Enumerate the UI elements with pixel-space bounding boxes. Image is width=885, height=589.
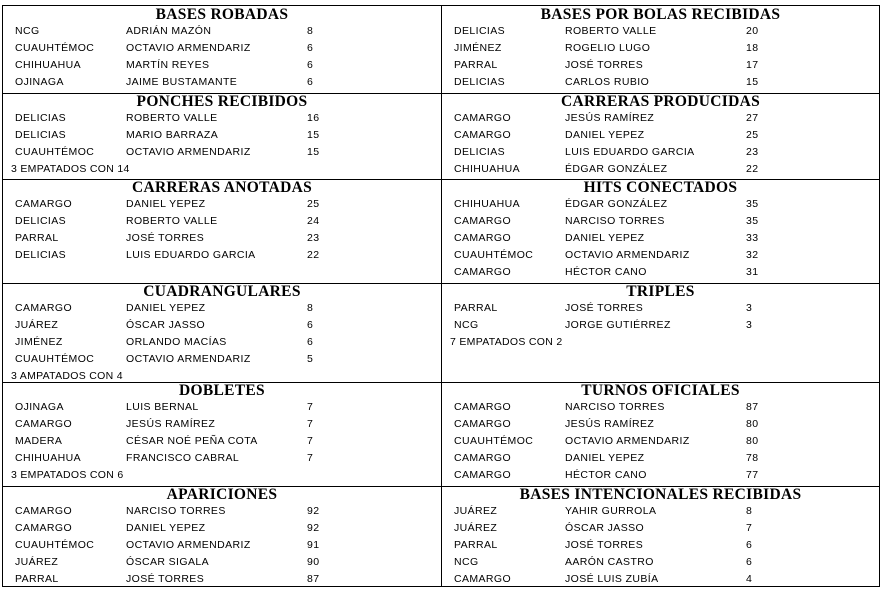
team-name: CAMARGO — [15, 522, 73, 534]
stat-value: 6 — [307, 59, 314, 71]
player-name: ÉDGAR GONZÁLEZ — [565, 198, 668, 210]
player-name: DANIEL YEPEZ — [565, 129, 645, 141]
team-name: OJINAGA — [15, 401, 64, 413]
team-name: CUAUHTÉMOC — [15, 146, 95, 158]
player-row — [442, 264, 879, 281]
player-row — [442, 433, 879, 450]
player-name: JOSÉ TORRES — [126, 573, 205, 585]
player-name: OCTAVIO ARMENDARIZ — [565, 435, 690, 447]
player-name: NARCISO TORRES — [565, 401, 665, 413]
stat-value: 7 — [307, 435, 314, 447]
stat-value: 18 — [746, 42, 759, 54]
player-name: DANIEL YEPEZ — [126, 302, 206, 314]
player-row — [3, 213, 441, 230]
section-ponches-recibidos — [3, 93, 441, 179]
stat-value: 7 — [307, 452, 314, 464]
section-triples — [442, 283, 879, 382]
team-name: NCG — [454, 556, 479, 568]
player-name: JESÚS RAMÍREZ — [565, 112, 655, 124]
stat-value: 6 — [746, 539, 753, 551]
player-name: JAIME BUSTAMANTE — [126, 76, 238, 88]
section-bases-robadas — [3, 6, 441, 93]
stat-value: 25 — [746, 129, 759, 141]
team-name: CAMARGO — [454, 469, 512, 481]
player-row — [442, 571, 879, 588]
player-name: ÉDGAR GONZÁLEZ — [565, 163, 668, 175]
player-name: JOSÉ TORRES — [126, 232, 205, 244]
section-title: TURNOS OFICIALES — [581, 382, 740, 399]
section-hits-conectados — [442, 179, 879, 283]
player-row — [442, 110, 879, 127]
team-name: DELICIAS — [15, 129, 67, 141]
stat-value: 35 — [746, 198, 759, 210]
player-name: ÓSCAR SIGALA — [126, 556, 209, 568]
player-row — [442, 127, 879, 144]
team-name: CAMARGO — [15, 302, 73, 314]
tie-note: 7 EMPATADOS CON 2 — [450, 336, 563, 348]
stat-value: 5 — [307, 353, 314, 365]
team-name: CAMARGO — [454, 112, 512, 124]
stat-value: 15 — [746, 76, 759, 88]
player-name: JOSÉ TORRES — [565, 302, 644, 314]
player-name: JOSÉ TORRES — [565, 59, 644, 71]
player-name: OCTAVIO ARMENDARIZ — [126, 539, 251, 551]
stat-value: 17 — [746, 59, 759, 71]
team-name: DELICIAS — [15, 215, 67, 227]
section-turnos-oficiales — [442, 382, 879, 486]
stat-value: 23 — [307, 232, 320, 244]
team-name: CHIHUAHUA — [454, 163, 521, 175]
player-row — [3, 554, 441, 571]
stat-value: 87 — [307, 573, 320, 585]
stat-value: 31 — [746, 266, 759, 278]
section-title: TRIPLES — [626, 283, 695, 300]
player-row — [3, 571, 441, 588]
player-row — [3, 127, 441, 144]
stat-value: 22 — [746, 163, 759, 175]
stat-value: 22 — [307, 249, 320, 261]
player-row — [3, 23, 441, 40]
team-name: JIMÉNEZ — [15, 336, 63, 348]
section-title: BASES INTENCIONALES RECIBIDAS — [519, 486, 802, 503]
section-title: HITS CONECTADOS — [583, 179, 738, 196]
player-name: OCTAVIO ARMENDARIZ — [565, 249, 690, 261]
stat-value: 4 — [746, 573, 753, 585]
stat-value: 87 — [746, 401, 759, 413]
team-name: PARRAL — [15, 232, 59, 244]
player-row — [442, 230, 879, 247]
player-row — [3, 520, 441, 537]
player-row — [3, 196, 441, 213]
section-carreras-anotadas — [3, 179, 441, 283]
team-name: NCG — [15, 25, 40, 37]
player-row — [3, 247, 441, 264]
stat-value: 6 — [746, 556, 753, 568]
player-row — [442, 74, 879, 91]
stat-value: 90 — [307, 556, 320, 568]
player-name: MARTÍN REYES — [126, 59, 210, 71]
team-name: JUÁREZ — [15, 319, 59, 331]
player-row — [442, 399, 879, 416]
stat-value: 20 — [746, 25, 759, 37]
section-title: APARICIONES — [166, 486, 278, 503]
team-name: CUAUHTÉMOC — [454, 435, 534, 447]
player-row — [3, 450, 441, 467]
player-row — [3, 334, 441, 351]
team-name: CAMARGO — [15, 505, 73, 517]
stat-value: 6 — [307, 76, 314, 88]
player-row — [442, 317, 879, 334]
stat-value: 92 — [307, 522, 320, 534]
player-name: CARLOS RUBIO — [565, 76, 650, 88]
player-name: ROBERTO VALLE — [565, 25, 657, 37]
team-name: JUÁREZ — [454, 505, 498, 517]
stat-value: 92 — [307, 505, 320, 517]
team-name: CUAUHTÉMOC — [15, 353, 95, 365]
player-name: ADRIÁN MAZÓN — [126, 25, 212, 37]
player-name: YAHIR GURROLA — [565, 505, 657, 517]
player-name: LUIS BERNAL — [126, 401, 199, 413]
player-name: JOSÉ LUIS ZUBÍA — [565, 573, 659, 585]
team-name: CAMARGO — [454, 573, 512, 585]
team-name: CAMARGO — [454, 401, 512, 413]
player-row — [442, 416, 879, 433]
team-name: CAMARGO — [454, 215, 512, 227]
player-row — [3, 399, 441, 416]
stat-value: 3 — [746, 319, 753, 331]
tie-note: 3 EMPATADOS CON 14 — [11, 163, 130, 175]
player-name: JESÚS RAMÍREZ — [126, 418, 216, 430]
stat-value: 27 — [746, 112, 759, 124]
team-name: PARRAL — [454, 539, 498, 551]
team-name: CHIHUAHUA — [15, 59, 82, 71]
team-name: CHIHUAHUA — [15, 452, 82, 464]
player-name: NARCISO TORRES — [565, 215, 665, 227]
player-name: DANIEL YEPEZ — [565, 232, 645, 244]
team-name: JIMÉNEZ — [454, 42, 502, 54]
stat-value: 6 — [307, 319, 314, 331]
player-name: JORGE GUTIÉRREZ — [565, 319, 671, 331]
player-row — [3, 351, 441, 368]
team-name: CAMARGO — [15, 418, 73, 430]
team-name: JUÁREZ — [454, 522, 498, 534]
player-row — [442, 450, 879, 467]
stat-value: 8 — [307, 302, 314, 314]
stat-value: 7 — [307, 418, 314, 430]
team-name: CAMARGO — [454, 129, 512, 141]
player-row — [442, 520, 879, 537]
player-name: LUIS EDUARDO GARCIA — [126, 249, 256, 261]
stat-value: 33 — [746, 232, 759, 244]
stat-value: 7 — [307, 401, 314, 413]
player-row — [3, 40, 441, 57]
stat-value: 32 — [746, 249, 759, 261]
team-name: CHIHUAHUA — [454, 198, 521, 210]
section-cuadrangulares — [3, 283, 441, 382]
section-title: BASES ROBADAS — [155, 6, 289, 23]
player-row — [3, 230, 441, 247]
player-row — [3, 300, 441, 317]
team-name: CUAUHTÉMOC — [15, 539, 95, 551]
player-name: FRANCISCO CABRAL — [126, 452, 240, 464]
section-bases-por-bolas-recibidas — [442, 6, 879, 93]
player-row — [442, 300, 879, 317]
team-name: CUAUHTÉMOC — [15, 42, 95, 54]
section-carreras-producidas — [442, 93, 879, 179]
player-row — [3, 416, 441, 433]
player-name: ROGELIO LUGO — [565, 42, 651, 54]
team-name: NCG — [454, 319, 479, 331]
stat-value: 77 — [746, 469, 759, 481]
section-dobletes — [3, 382, 441, 486]
player-row — [442, 40, 879, 57]
team-name: CAMARGO — [15, 198, 73, 210]
section-title: CUADRANGULARES — [143, 283, 301, 300]
player-name: CÉSAR NOÉ PEÑA COTA — [126, 435, 258, 447]
section-title: CARRERAS ANOTADAS — [131, 179, 313, 196]
player-name: HÉCTOR CANO — [565, 266, 647, 278]
stat-value: 6 — [307, 42, 314, 54]
player-name: DANIEL YEPEZ — [126, 198, 206, 210]
leaders-table — [2, 5, 880, 587]
player-row — [3, 110, 441, 127]
stat-value: 16 — [307, 112, 320, 124]
team-name: CAMARGO — [454, 266, 512, 278]
player-row — [442, 503, 879, 520]
player-name: ÓSCAR JASSO — [126, 319, 206, 331]
stat-value: 3 — [746, 302, 753, 314]
section-title: PONCHES RECIBIDOS — [136, 93, 308, 110]
stat-value: 78 — [746, 452, 759, 464]
player-name: MARIO BARRAZA — [126, 129, 219, 141]
team-name: PARRAL — [454, 302, 498, 314]
team-name: DELICIAS — [454, 146, 506, 158]
team-name: DELICIAS — [454, 25, 506, 37]
player-row — [442, 537, 879, 554]
tie-note: 3 EMPATADOS CON 6 — [11, 469, 124, 481]
player-row — [3, 144, 441, 161]
team-name: DELICIAS — [15, 112, 67, 124]
player-name: ROBERTO VALLE — [126, 112, 218, 124]
stat-value: 15 — [307, 129, 320, 141]
player-row — [442, 213, 879, 230]
player-name: OCTAVIO ARMENDARIZ — [126, 353, 251, 365]
stat-value: 91 — [307, 539, 320, 551]
section-title: DOBLETES — [179, 382, 265, 399]
player-row — [442, 161, 879, 178]
player-name: ORLANDO MACÍAS — [126, 336, 227, 348]
stat-value: 7 — [746, 522, 753, 534]
team-name: PARRAL — [15, 573, 59, 585]
section-bases-intencionales-recibidas — [442, 486, 879, 588]
stat-value: 80 — [746, 435, 759, 447]
player-row — [442, 247, 879, 264]
player-row — [442, 57, 879, 74]
team-name: CAMARGO — [454, 232, 512, 244]
player-row — [3, 57, 441, 74]
player-name: LUIS EDUARDO GARCIA — [565, 146, 695, 158]
player-row — [3, 537, 441, 554]
team-name: JUÁREZ — [15, 556, 59, 568]
player-name: ROBERTO VALLE — [126, 215, 218, 227]
section-title: CARRERAS PRODUCIDAS — [560, 93, 761, 110]
player-name: DANIEL YEPEZ — [126, 522, 206, 534]
stat-value: 80 — [746, 418, 759, 430]
player-name: JESÚS RAMÍREZ — [565, 418, 655, 430]
team-name: PARRAL — [454, 59, 498, 71]
team-name: OJINAGA — [15, 76, 64, 88]
player-row — [442, 23, 879, 40]
player-row — [3, 317, 441, 334]
stat-value: 8 — [746, 505, 753, 517]
team-name: CUAUHTÉMOC — [454, 249, 534, 261]
stat-value: 23 — [746, 146, 759, 158]
player-name: ÓSCAR JASSO — [565, 522, 645, 534]
player-row — [442, 144, 879, 161]
stat-value: 25 — [307, 198, 320, 210]
team-name: DELICIAS — [15, 249, 67, 261]
stat-value: 8 — [307, 25, 314, 37]
player-name: OCTAVIO ARMENDARIZ — [126, 146, 251, 158]
player-name: JOSÉ TORRES — [565, 539, 644, 551]
team-name: CAMARGO — [454, 452, 512, 464]
stat-value: 6 — [307, 336, 314, 348]
stat-value: 35 — [746, 215, 759, 227]
team-name: DELICIAS — [454, 76, 506, 88]
section-apariciones — [3, 486, 441, 588]
stat-value: 15 — [307, 146, 320, 158]
stat-value: 24 — [307, 215, 320, 227]
player-row — [3, 503, 441, 520]
tie-note: 3 AMPATADOS CON 4 — [11, 370, 123, 382]
player-name: HÉCTOR CANO — [565, 469, 647, 481]
player-row — [3, 433, 441, 450]
player-row — [442, 467, 879, 484]
player-name: AARÓN CASTRO — [565, 556, 654, 568]
team-name: CAMARGO — [454, 418, 512, 430]
team-name: MADERA — [15, 435, 63, 447]
player-row — [442, 196, 879, 213]
player-name: NARCISO TORRES — [126, 505, 226, 517]
player-row — [3, 74, 441, 91]
player-name: OCTAVIO ARMENDARIZ — [126, 42, 251, 54]
player-row — [442, 554, 879, 571]
section-title: BASES POR BOLAS RECIBIDAS — [540, 6, 781, 23]
player-name: DANIEL YEPEZ — [565, 452, 645, 464]
